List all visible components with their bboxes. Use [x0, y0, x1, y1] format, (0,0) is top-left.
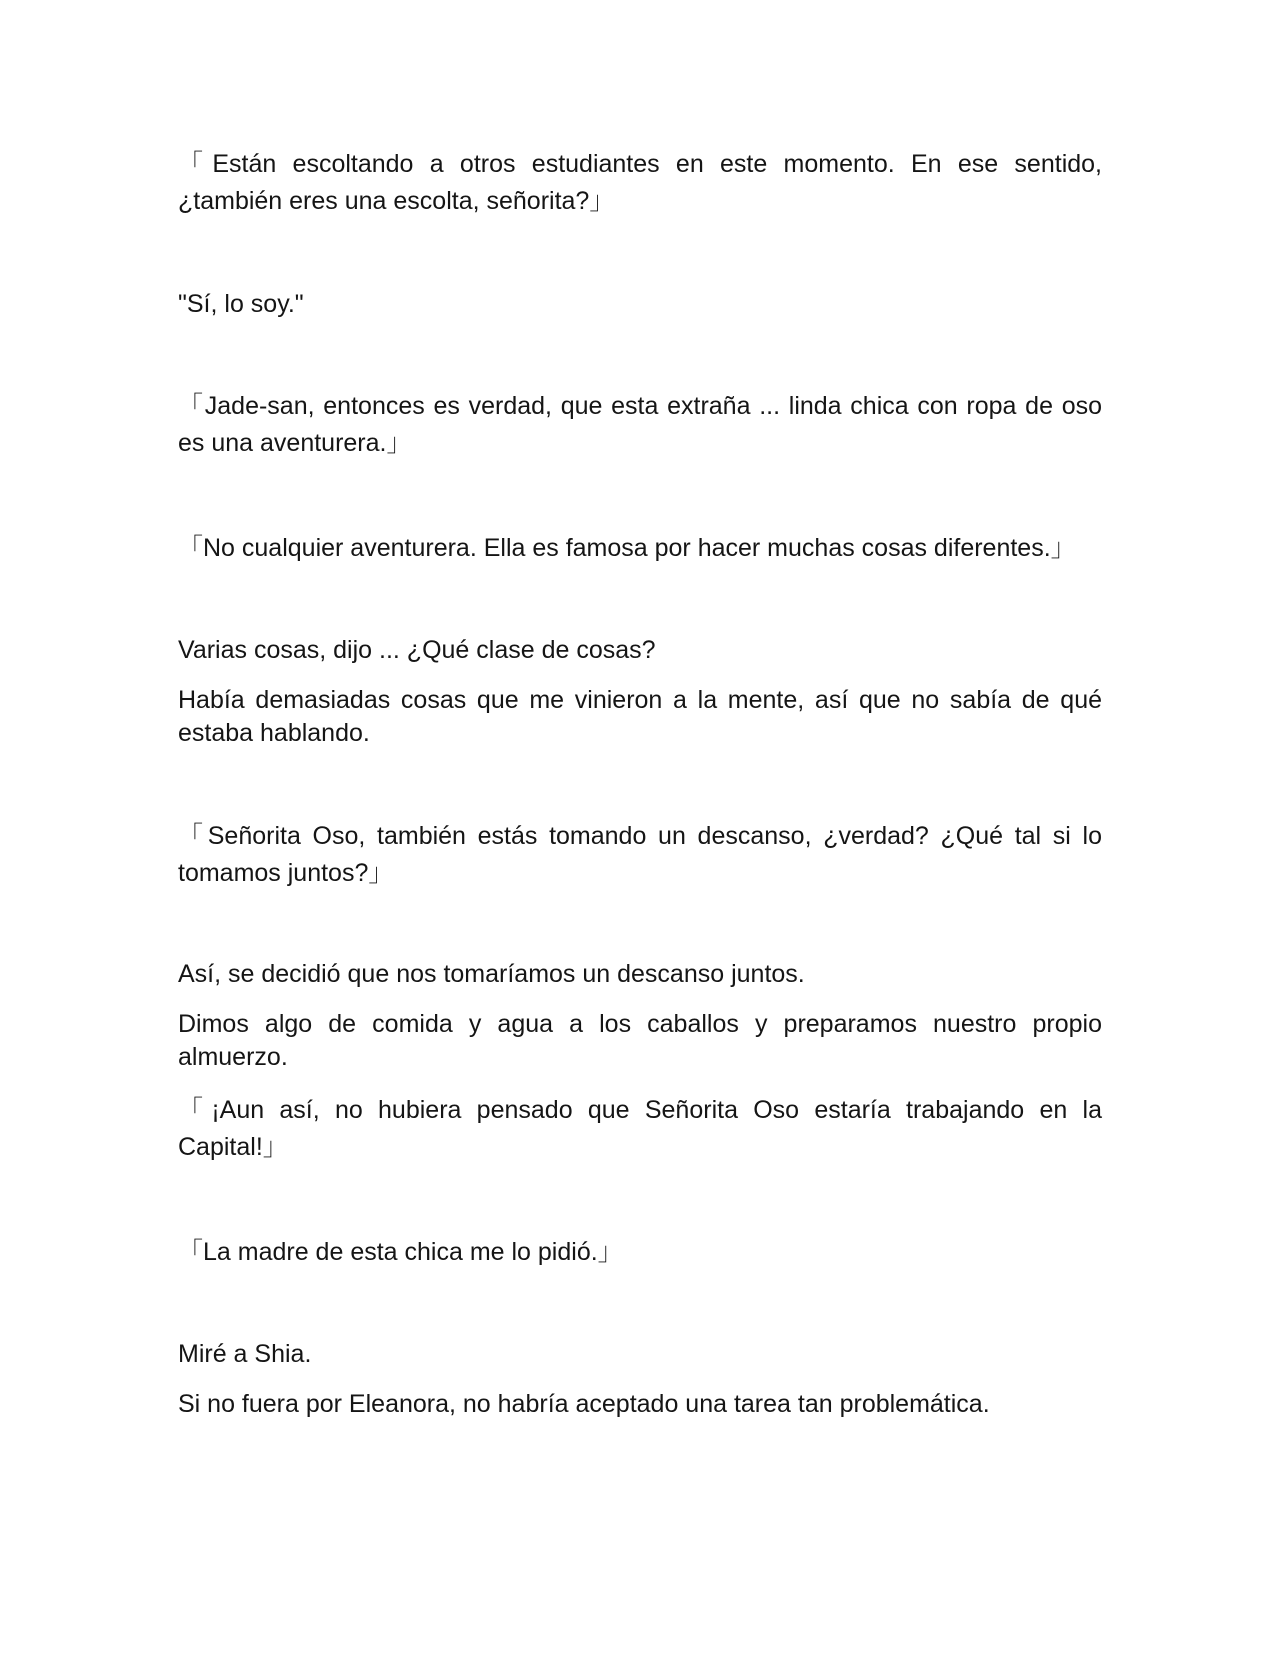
paragraph-narration-decidio: Así, se decidió que nos tomaríamos un descanso juntos.: [178, 960, 805, 988]
paragraph-dialogue-capital: 「¡Aun así, no hubiera pensado que Señorita Oso estaría trabajando en la Capital!」: [178, 1096, 1102, 1161]
paragraph-narration-demasiadas: Había demasiadas cosas que me vinieron a la mente, así que no sabía de qué estaba hablando.: [178, 686, 1102, 747]
paragraph-dialogue-descanso: 「Señorita Oso, también estás tomando un descanso, ¿verdad? ¿Qué tal si lo tomamos juntos?」: [178, 822, 1102, 887]
paragraph-dialogue-yes: "Sí, lo soy.": [178, 290, 304, 318]
paragraph-dialogue-madre: 「La madre de esta chica me lo pidió.」: [178, 1238, 623, 1266]
paragraph-dialogue-escort: 「Están escoltando a otros estudiantes en este momento. En ese sentido, ¿también eres una escolta, señorita?」: [178, 150, 1102, 215]
paragraph-dialogue-jade: 「Jade-san, entonces es verdad, que esta extraña ... linda chica con ropa de oso es una aventurera.」: [178, 392, 1102, 457]
paragraph-narration-comida: Dimos algo de comida y agua a los caballos y preparamos nuestro propio almuerzo.: [178, 1010, 1102, 1071]
paragraph-dialogue-famous: 「No cualquier aventurera. Ella es famosa por hacer muchas cosas diferentes.」: [178, 534, 1076, 562]
paragraph-narration-varias: Varias cosas, dijo ... ¿Qué clase de cosas?: [178, 636, 656, 664]
paragraph-narration-shia: Miré a Shia.: [178, 1340, 312, 1368]
paragraph-narration-eleanora: Si no fuera por Eleanora, no habría aceptado una tarea tan problemática.: [178, 1390, 990, 1418]
